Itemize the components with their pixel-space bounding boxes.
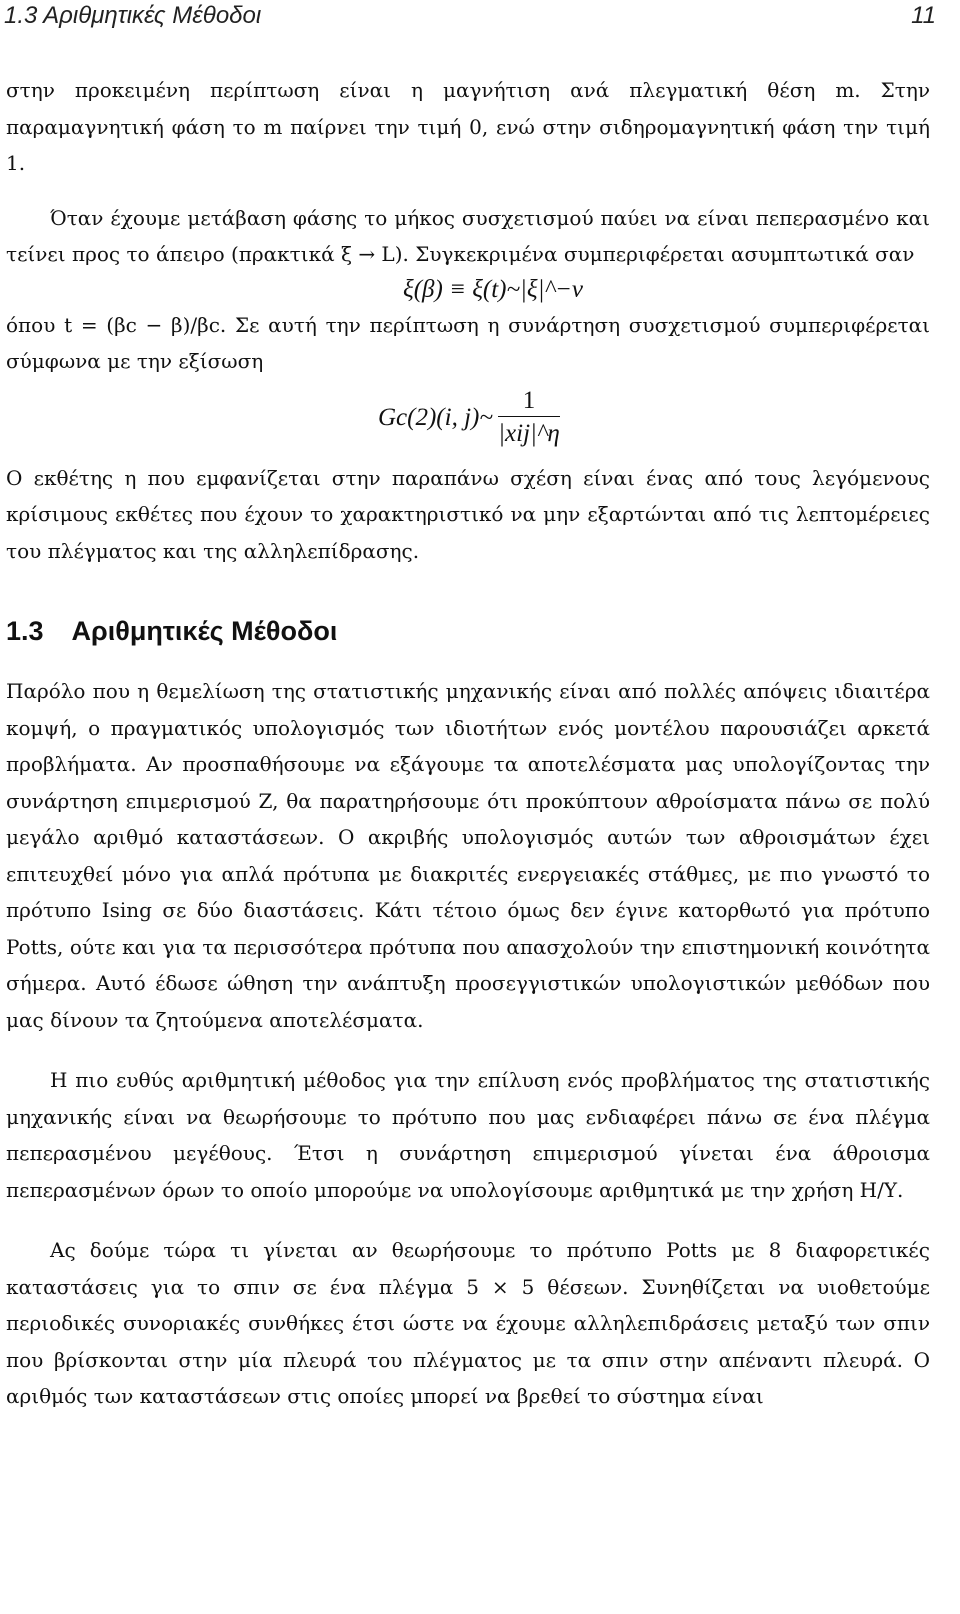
page-body: [6, 72, 930, 1415]
section-number: 1.3: [6, 616, 44, 646]
fraction-denominator: |xij|^η: [498, 419, 560, 447]
page-number: 11: [911, 2, 936, 29]
paragraph-finite-lattice: Η πιο ευθύς αριθμητική μέθοδος για την επίλυση ενός προβλήματος της στατιστικής μηχανικής είναι να θεωρήσουμε το πρότυπο που μας ενδιαφέρει πάνω σε ένα πλέγμα πεπερασμένου μεγέθους. Έτσι η συνάρτηση επιμερισμού γίνεται ένα άθροισμα πεπερασμένων όρων το οποίο μπορούμε να υπολογίσουμε αριθμητικά με την χρήση Η/Υ.: [6, 1068, 930, 1202]
section-heading: [6, 613, 930, 649]
paragraph-critical-exponent: Ο εκθέτης η που εμφανίζεται στην παραπάνω σχέση είναι ένας από τους λεγόμενους κρίσιμους εκθέτες που έχουν το χαρακτηριστικό να μην εξαρτώνται από τις λεπτομέρειες του πλέγματος και της αλληλεπίδρασης.: [6, 465, 930, 563]
paragraph-magnetization: στην προκειμένη περίπτωση είναι η μαγνήτιση ανά πλεγματική θέση m. Στην παραμαγνητική φάση το m παίρνει την τιμή 0, ενώ στην σιδηρομαγνητική φάση την τιμή 1.: [6, 78, 930, 175]
paragraph-phase-transition: Όταν έχουμε μετάβαση φάσης το μήκος συσχετισμού παύει να είναι πεπερασμένο και τείνει προς το άπειρο (πρακτικά ξ → L). Συγκεκριμένα συμπεριφέρεται ασυμπτωτικά σαν: [6, 205, 930, 266]
paragraph-partition-function: Παρόλο που η θεμελίωση της στατιστικής μηχανικής είναι από πολλές απόψεις ιδιαιτέρα κομψή, ο πραγματικός υπολογισμός των ιδιοτήτων ενός μοντέλου παρουσιάζει αρκετά προβλήματα. Αν προσπαθήσουμε να εξάγουμε τα αποτελέσματα μας υπολογίζοντας την συνάρτηση επιμερισμού Z, θα παρατηρήσουμε ότι προκύπτουν αθροίσματα πάνω σε πολύ μεγάλο αριθμό καταστάσεων. Ο ακριβής υπολογισμός αυτών των αθροισμάτων έχει επιτευχθεί μόνο για απλά πρότυπα με διακριτές ενεργειακές στάθμες, με πιο γνωστό το πρότυπο Ising σε δύο διαστάσεις. Κάτι τέτοιο όμως δεν έγινε κατορθωτό για πρότυπο Potts, ούτε και για τα περισσότερα πρότυπα που απασχολούν την επιστημονική κοινότητα σήμερα. Αυτό έδωσε ώθηση την ανάπτυξη προσεγγιστικών υπολογιστικών μεθόδων που μας δίνουν τα ζητούμενα αποτελέσματα.: [6, 679, 930, 1032]
equation-correlation-length: ξ(β) ≡ ξ(t)~|ξ|^−ν: [403, 275, 583, 303]
equation-fraction: [498, 386, 560, 451]
running-header: [0, 0, 960, 34]
header-title: 1.3 Αριθμητικές Μέθοδοι: [4, 2, 262, 29]
paragraph-reduced-temperature: όπου t = (βc − β)/βc. Σε αυτή την περίπτωση η συνάρτηση συσχετισμού συμπεριφέρεται σύμφωνα με την εξίσωση: [6, 312, 930, 373]
paragraph-potts-example: Ας δούμε τώρα τι γίνεται αν θεωρήσουμε το πρότυπο Potts με 8 διαφορετικές καταστάσεις για το σπιν σε ένα πλέγμα 5 × 5 θέσεων. Συνηθίζεται να υιοθετούμε περιοδικές συνοριακές συνθήκες έτσι ώστε να έχουμε αλληλεπιδράσεις μεταξύ των σπιν που βρίσκονται στην μία πλευρά του πλέγματος με τα σπιν στην απέναντι πλευρά. Ο αριθμός των καταστάσεων στις οποίες μπορεί να βρεθεί το σύστημα είναι: [6, 1238, 930, 1408]
section-title: Αριθμητικές Μέθοδοι: [71, 616, 338, 646]
equation-lhs: Gc(2)(i, j)~: [378, 403, 493, 431]
equation-correlation-function: [6, 386, 930, 456]
fraction-numerator: 1: [498, 386, 560, 417]
